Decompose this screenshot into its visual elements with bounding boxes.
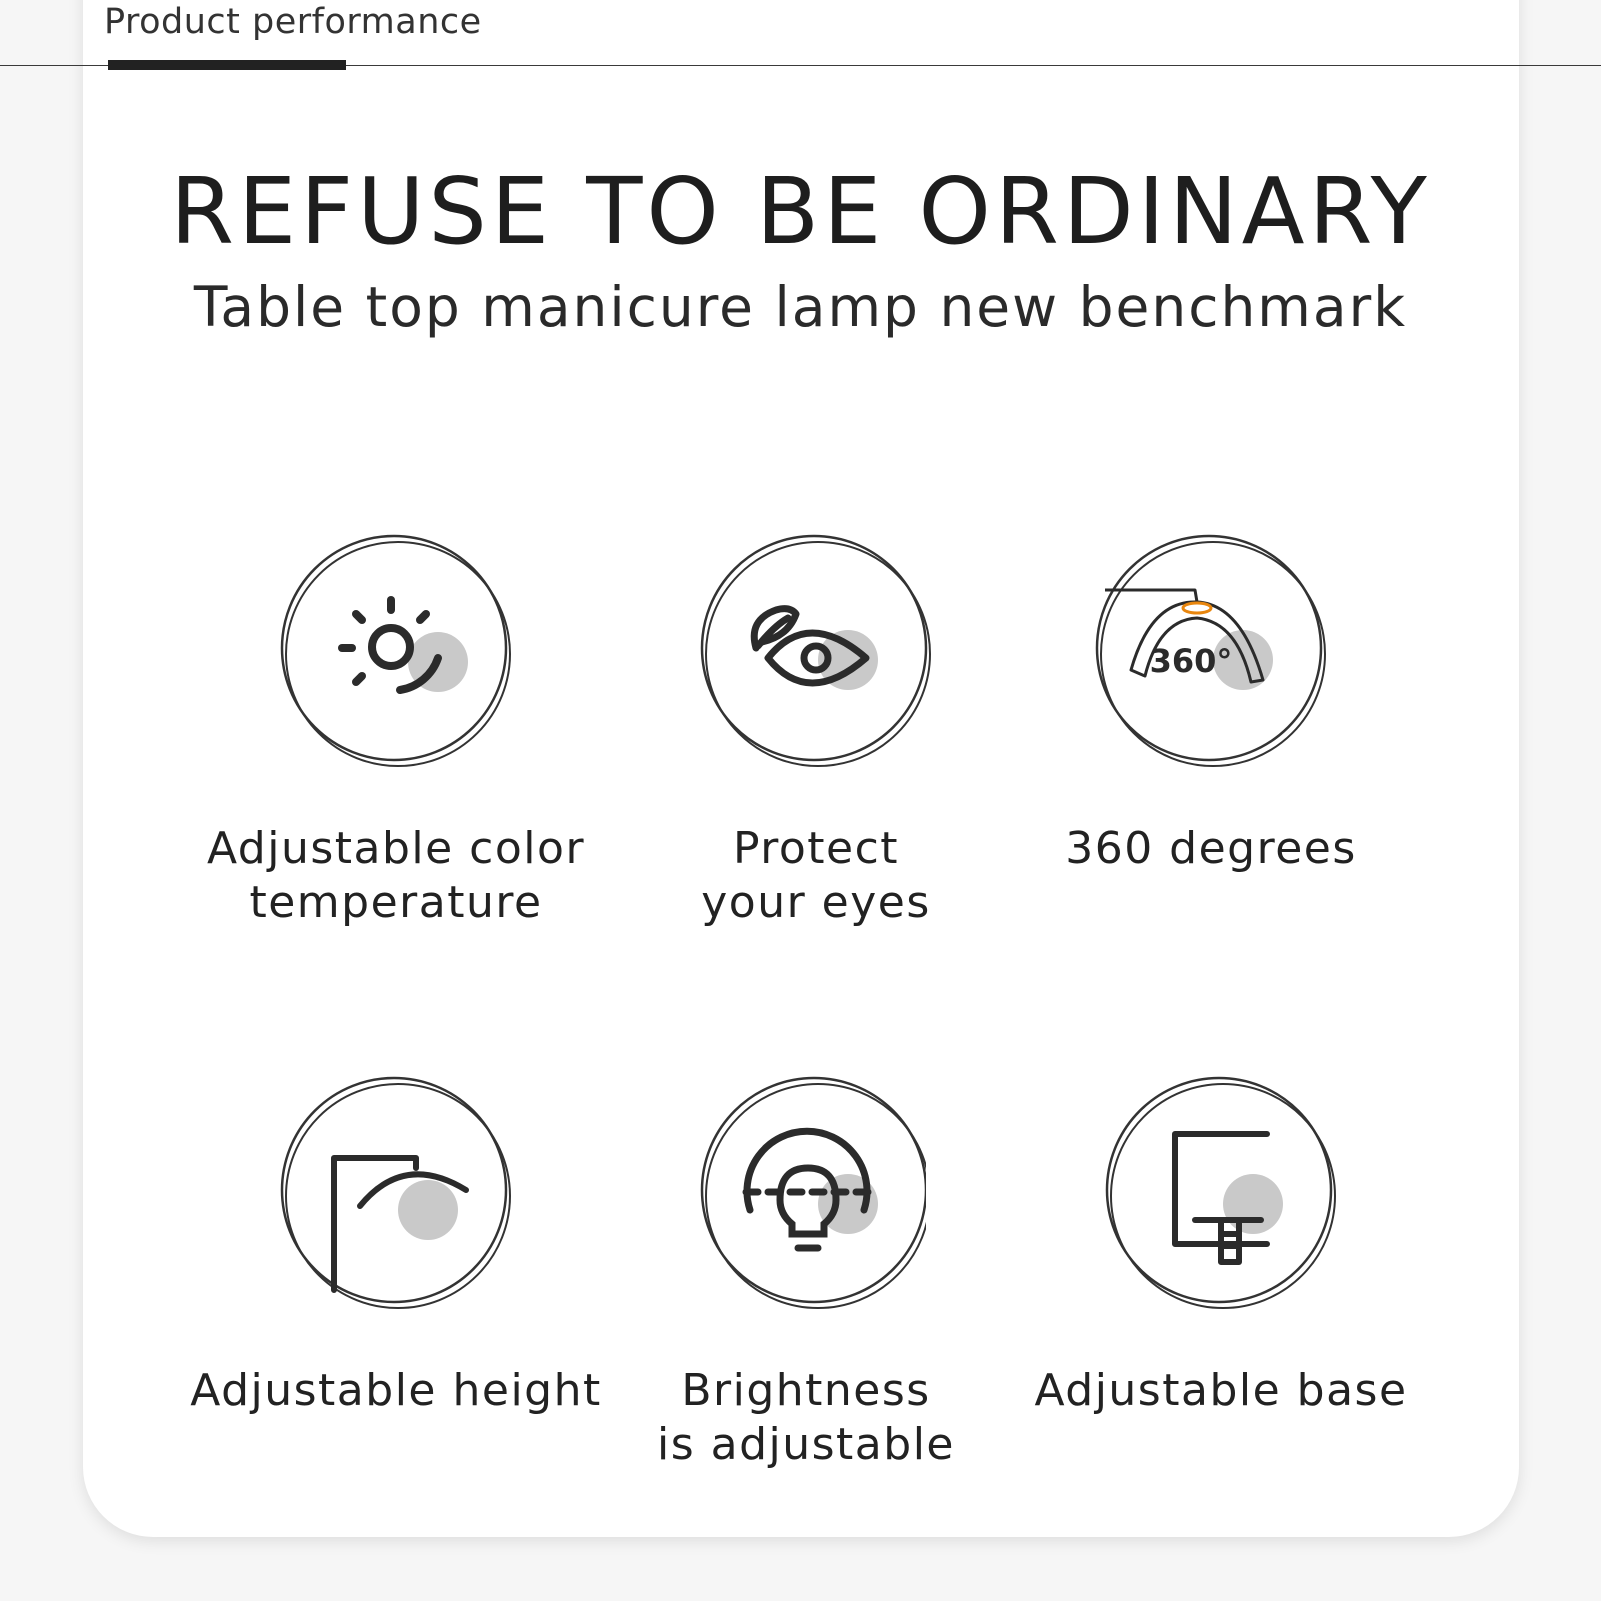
feature-label-line1: Protect [732, 823, 900, 874]
feature-adjustable-height [186, 1072, 606, 1418]
feature-protect-eyes [606, 530, 1026, 930]
feature-label-line1: Adjustable base [1034, 1365, 1408, 1416]
feature-label-line2: is adjustable [656, 1419, 955, 1470]
icon-360-text: 360° [1149, 642, 1233, 680]
lamp-height-icon [276, 1072, 516, 1312]
rotate-360-icon [1091, 530, 1331, 770]
sun-icon [276, 530, 516, 770]
page-headline: REFUSE TO BE ORDINARY [170, 158, 1431, 265]
feature-label-line1: Adjustable height [190, 1365, 602, 1416]
feature-label-line1: 360 degrees [1065, 823, 1357, 874]
feature-label-line2: your eyes [701, 877, 931, 928]
feature-label-line1: Brightness [681, 1365, 931, 1416]
feature-label-line2: temperature [249, 877, 543, 928]
page-subheadline: Table top manicure lamp new benchmark [193, 275, 1408, 339]
feature-label-line1: Adjustable color [206, 823, 586, 874]
eye-leaf-icon [696, 530, 936, 770]
active-tab-indicator [108, 60, 346, 70]
tab-product-performance[interactable]: Product performance [104, 2, 482, 42]
feature-adjustable-base [1011, 1072, 1431, 1418]
clamp-base-icon [1101, 1072, 1341, 1312]
bulb-brightness-icon [686, 1072, 926, 1312]
feature-color-temperature [186, 530, 606, 930]
feature-360-degrees [1001, 530, 1421, 876]
feature-brightness [596, 1072, 1016, 1472]
